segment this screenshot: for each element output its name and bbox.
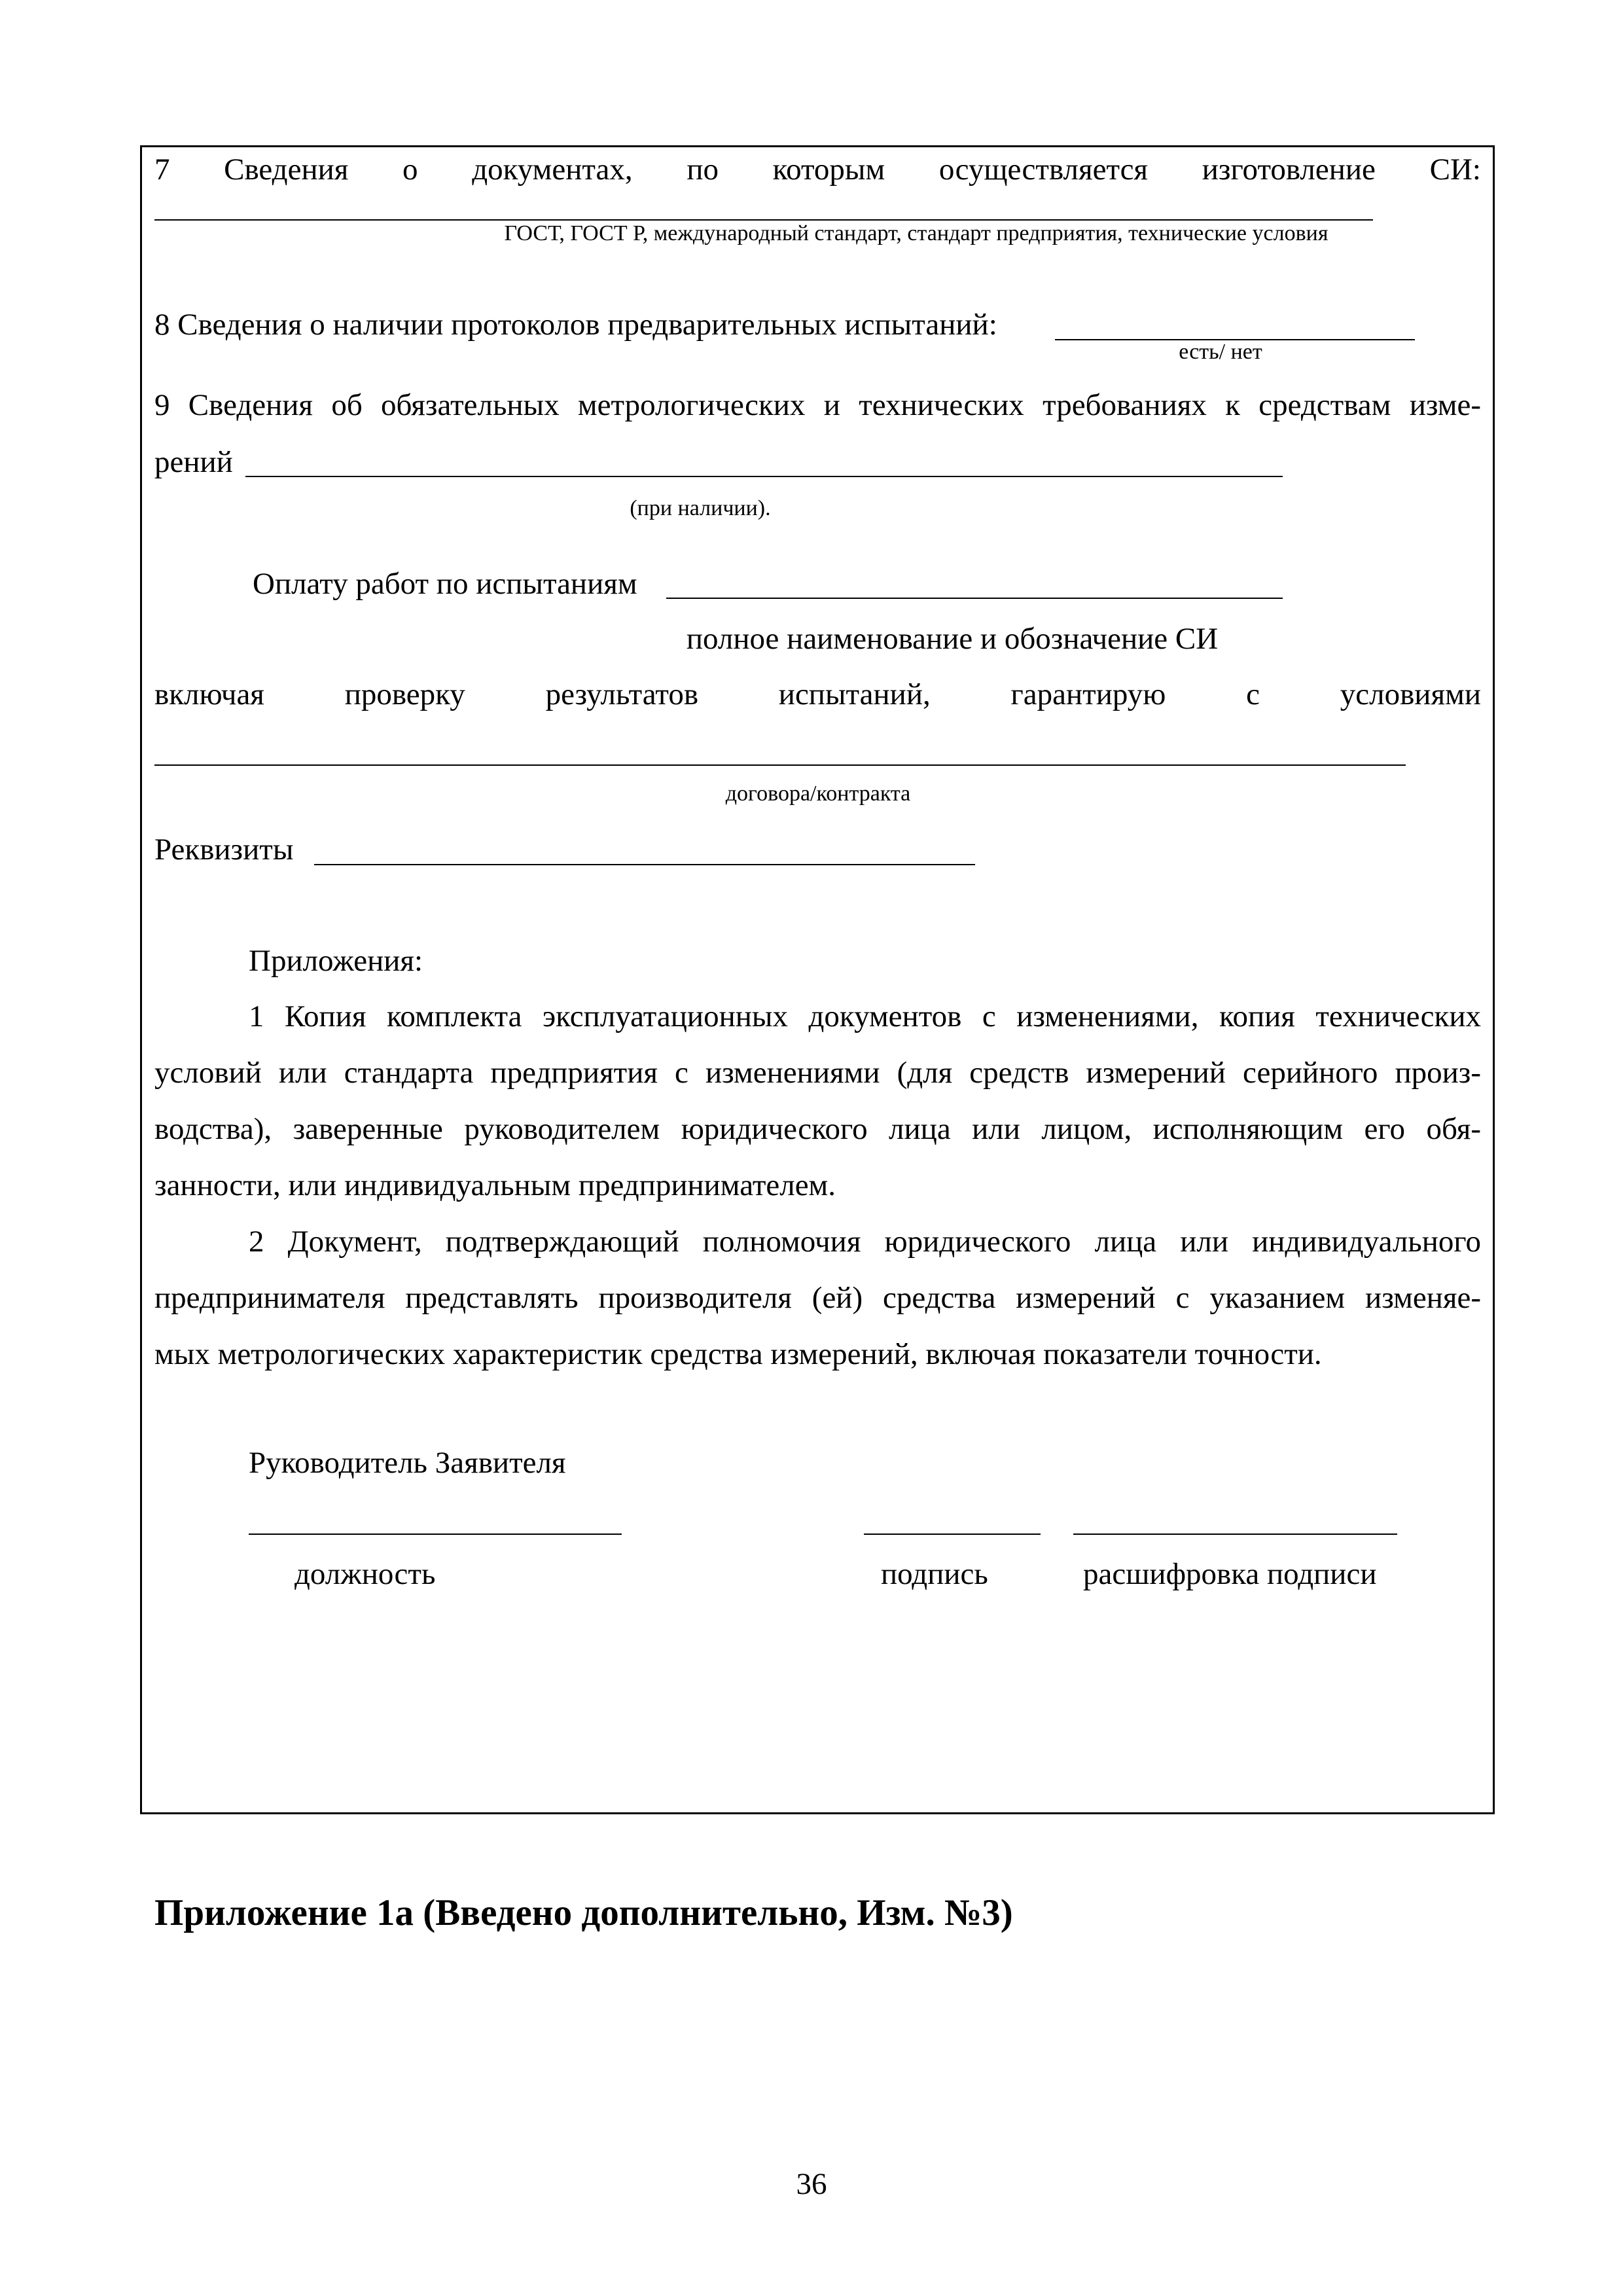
payment-word: гарантирую bbox=[1010, 677, 1166, 711]
item7-word: Сведения bbox=[224, 152, 349, 187]
payment-words-line bbox=[154, 679, 1481, 710]
decoding-label: расшифровка подписи bbox=[1083, 1557, 1377, 1591]
item7-word: изготовление bbox=[1202, 152, 1376, 187]
attachment-item-2: 2 Документ, подтверждающий полномочия юридического лица или индивидуального предпринимателя представлять производителя (ей) средства измерений с указанием изменяе- мых метрологических характеристик средства измерений, включая показатели точности. bbox=[154, 1225, 1481, 1371]
item7-hint: ГОСТ, ГОСТ Р, международный стандарт, стандарт предприятия, технические условия bbox=[504, 221, 1329, 245]
item7-word: 7 bbox=[154, 152, 170, 187]
payment-hint: полное наименование и обозначение СИ bbox=[686, 622, 1219, 656]
signature-field[interactable] bbox=[864, 1534, 1041, 1535]
item7-word: по bbox=[687, 152, 719, 187]
item7-word: СИ: bbox=[1429, 152, 1481, 187]
position-field[interactable] bbox=[249, 1534, 622, 1535]
item9-requirements-field[interactable] bbox=[245, 476, 1283, 477]
payment-text: Оплату работ по испытаниям bbox=[253, 567, 637, 601]
appendix-heading: Приложение 1а (Введено дополнительно, Изм. №3) bbox=[154, 1892, 1013, 1933]
signature-label: подпись bbox=[881, 1557, 988, 1591]
payment-word: включая bbox=[154, 677, 264, 711]
item7-documents-field[interactable] bbox=[154, 219, 1373, 221]
signature-title: Руководитель Заявителя bbox=[249, 1446, 566, 1480]
item7-word: документах, bbox=[472, 152, 633, 187]
payment-contract-field[interactable] bbox=[154, 764, 1406, 766]
payment-word: с bbox=[1246, 677, 1260, 711]
payment-contract-hint: договора/контракта bbox=[725, 781, 911, 806]
requisites-label: Реквизиты bbox=[154, 833, 294, 867]
item7-line bbox=[154, 154, 1481, 185]
attachments-title: Приложения: bbox=[249, 944, 423, 978]
payment-word: проверку bbox=[344, 677, 465, 711]
item7-word: о bbox=[402, 152, 418, 187]
attachment-item-1: 1 Копия комплекта эксплуатационных документов с изменениями, копия технических условий или стандарта предприятия с изменениями (для средств измерений серийного произ- водства), заверенные руководителем юридического лица или лицом, исполняющим его обя- занности, или индивидуальным предпринимателем. bbox=[154, 999, 1481, 1202]
signature-decoding-field[interactable] bbox=[1073, 1534, 1397, 1535]
item8-hint: есть/ нет bbox=[1179, 340, 1262, 364]
item9-hint: (при наличии). bbox=[630, 496, 771, 520]
item9-line2: рений bbox=[154, 445, 233, 479]
payment-word: условиями bbox=[1340, 677, 1481, 711]
payment-word: испытаний, bbox=[778, 677, 931, 711]
item7-word: которым bbox=[772, 152, 885, 187]
item7-word: осуществляется bbox=[938, 152, 1149, 187]
position-label: должность bbox=[294, 1557, 436, 1591]
item9-line1: 9 Сведения об обязательных метрологических и технических требованиях к средствам изме- bbox=[154, 388, 1481, 422]
item8-text: 8 Сведения о наличии протоколов предварительных испытаний: bbox=[154, 308, 997, 342]
page-number: 36 bbox=[796, 2167, 827, 2201]
requisites-field[interactable] bbox=[314, 864, 975, 865]
payment-word: результатов bbox=[545, 677, 699, 711]
payment-instrument-field[interactable] bbox=[666, 598, 1283, 599]
